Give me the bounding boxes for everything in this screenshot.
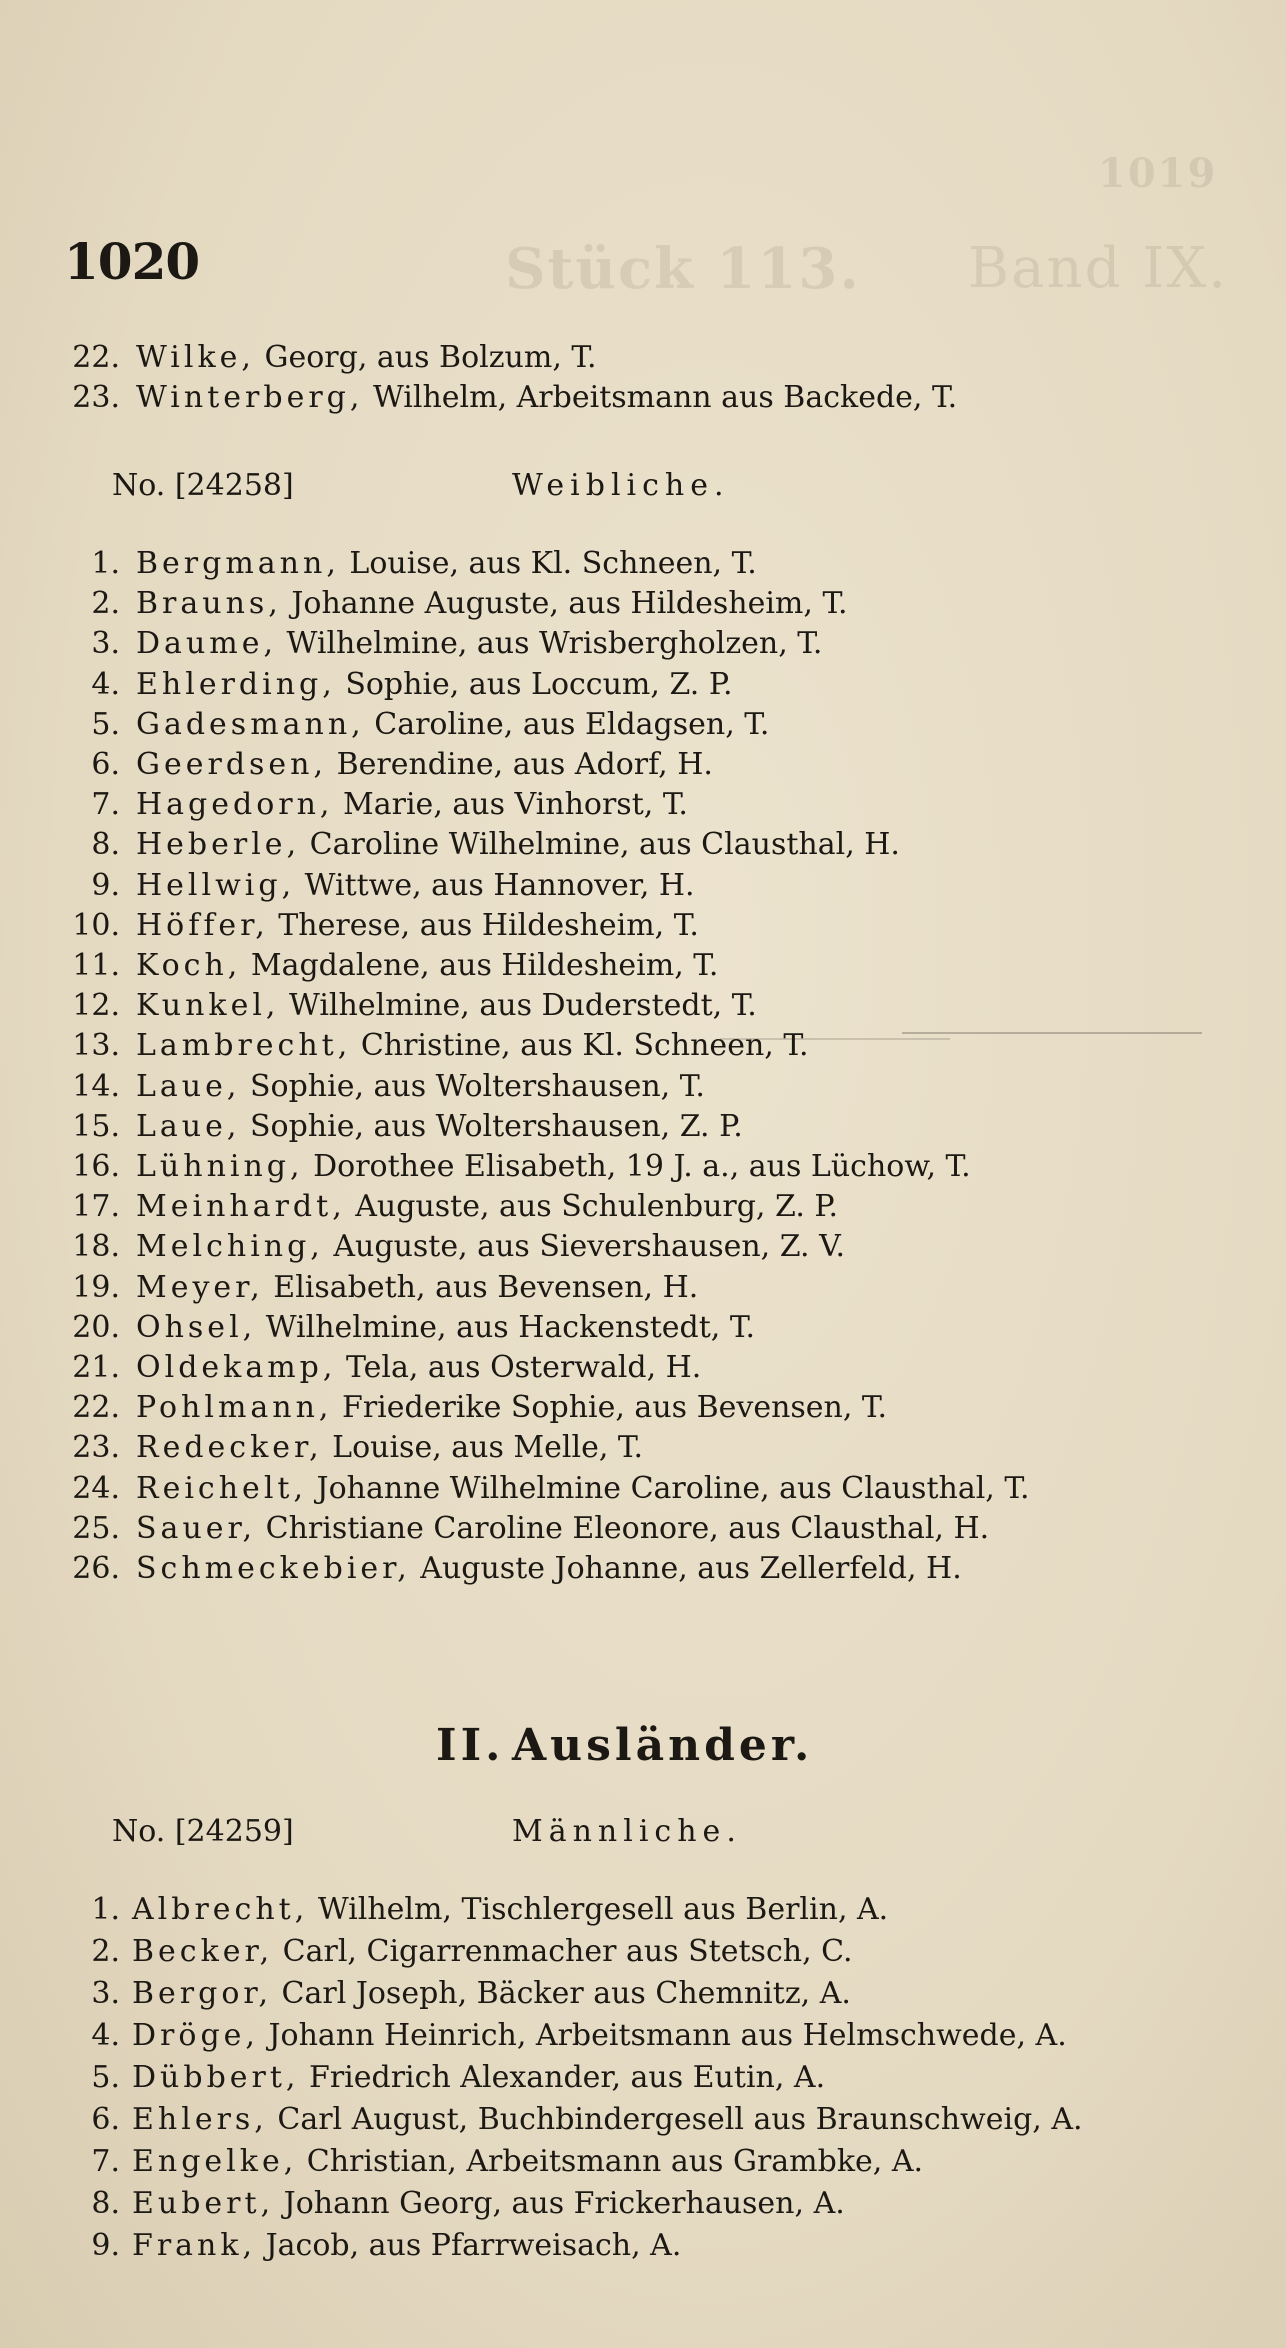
entry-text [136,866,695,906]
entry-surname: Sauer, [136,1510,257,1546]
entry-surname: Pohlmann, [136,1390,333,1426]
entry-details: Johann Heinrich, Arbeitsmann aus Helmschwede, A. [258,2018,1067,2053]
list-item [0,1509,1286,1549]
entry-surname: Koch, [136,948,242,983]
entry-number: 10. [72,907,120,943]
entry-surname: Reichelt, [136,1470,307,1506]
entry-details: Jacob, aus Pfarrweisach, A. [256,2228,682,2263]
list-item [0,2058,1286,2098]
bleed-through-page-number: 1019 [1098,150,1218,197]
entry-number: 22. [72,340,120,375]
entry-number: 4. [91,2018,120,2053]
list-item [0,825,1286,865]
list-item [0,986,1286,1026]
entry-surname: Geerdsen, [136,747,328,782]
entry-details: Elisabeth, aus Bevensen, H. [263,1269,699,1305]
entry-text [136,1549,962,1589]
entry-text [136,1107,743,1147]
entry-surname: Heberle, [136,827,301,863]
entry-surname: Daume, [136,626,277,662]
female-section-label: Weibliche. [512,468,730,503]
entry-details: Christian, Arbeitsmann aus Grambke, A. [297,2144,924,2179]
entry-details: Johann Georg, aus Frickerhausen, A. [274,2186,845,2221]
entry-text [136,624,822,664]
entry-text [136,1428,643,1468]
entry-number: 3. [91,1976,120,2011]
entry-surname: Redecker, [136,1430,323,1466]
entry-number: 3. [91,626,120,662]
list-item [0,2016,1286,2056]
entry-details: Johanne Wilhelmine Caroline, aus Clausthal, T. [307,1470,1030,1506]
entry-surname: Meinhardt, [136,1189,346,1225]
list-item [0,2142,1286,2182]
entry-details: Caroline Wilhelmine, aus Clausthal, H. [300,827,900,863]
entry-surname: Lühning, [136,1149,304,1184]
entry-surname: Höffer, [136,907,269,943]
entry-details: Auguste Johanne, aus Zellerfeld, H. [410,1551,962,1586]
entry-text [136,584,848,624]
entry-details: Dorothee Elisabeth, 19 J. a., aus Lüchow, T. [303,1149,971,1184]
entry-details: Auguste, aus Sievershausen, Z. V. [323,1229,846,1265]
list-item [0,1308,1286,1348]
section-title: Ausländer. [512,1720,814,1771]
entry-number: 23. [72,1430,120,1466]
entry-number: 2. [91,586,120,622]
entry-surname: Albrecht, [132,1892,309,1927]
entry-number: 12. [72,988,120,1024]
entry-details: Georg, aus Bolzum, T. [254,340,597,375]
entry-surname: Brauns, [136,586,282,622]
entry-details: Carl August, Buchbindergesell aus Braunschweig, A. [267,2102,1083,2137]
entry-surname: Oldekamp, [136,1350,337,1385]
entry-text [132,2058,825,2098]
entry-details: Magdalene, aus Hildesheim, T. [241,948,719,983]
entry-text [136,1509,989,1549]
list-item [0,1974,1286,2014]
entry-details: Christiane Caroline Eleonore, aus Clausthal, H. [256,1510,990,1546]
entry-number: 11. [72,948,120,983]
entry-details: Wilhelmine, aus Wrisbergholzen, T. [277,626,823,662]
list-item [0,1348,1286,1388]
entry-surname: Frank, [132,2228,257,2263]
entry-text [132,2016,1067,2056]
entry-text [136,946,718,986]
section-numeral: II. [436,1720,505,1771]
list-item [0,584,1286,624]
entry-number: 9. [91,2228,120,2263]
entry-number: 2. [91,1934,120,1969]
entry-details: Therese, aus Hildesheim, T. [268,907,699,943]
entry-details: Friedrich Alexander, aus Eutin, A. [299,2060,826,2095]
entry-surname: Bergmann, [136,546,340,581]
entry-number: 23. [72,380,120,415]
list-item [0,2226,1286,2266]
entry-number: 26. [72,1551,120,1586]
entry-surname: Laue, [136,1068,241,1104]
list-item [0,2184,1286,2224]
list-item [0,745,1286,785]
entry-number: 13. [72,1028,120,1064]
entry-surname: Winterberg, [136,380,364,415]
entry-details: Carl, Cigarrenmacher aus Stetsch, C. [273,1934,853,1969]
entry-surname: Melching, [136,1229,324,1265]
list-item [0,785,1286,825]
entry-details: Wittwe, aus Hannover, H. [295,867,695,903]
entry-number: 7. [91,787,120,823]
entry-surname: Gadesmann, [136,706,365,742]
entry-text [136,544,757,584]
list-item [0,624,1286,664]
entry-number: 6. [91,2102,120,2137]
entry-details: Auguste, aus Schulenburg, Z. P. [345,1189,839,1225]
entry-surname: Lambrecht, [136,1028,352,1064]
entry-text [136,1147,971,1187]
entry-number: 22. [72,1390,120,1426]
list-item [0,705,1286,745]
entry-surname: Dröge, [132,2018,259,2053]
entry-surname: Laue, [136,1108,241,1144]
entry-surname: Ohsel, [136,1309,257,1345]
list-item [0,1067,1286,1107]
entry-text [136,1268,698,1308]
entry-text [136,1308,755,1348]
entry-surname: Eubert, [132,2186,275,2221]
list-item [0,1469,1286,1509]
male-section-number: No. [24259] [112,1814,294,1849]
entry-details: Christine, aus Kl. Schneen, T. [351,1028,809,1064]
entry-details: Wilhelm, Tischlergesell aus Berlin, A. [308,1892,889,1927]
list-item [0,1549,1286,1589]
entry-surname: Engelke, [132,2144,298,2179]
list-item [0,1388,1286,1428]
list-item [0,866,1286,906]
entry-text [136,338,597,378]
list-item [0,1147,1286,1187]
entry-text [132,1932,853,1972]
entry-surname: Schmeckebier, [136,1551,411,1586]
entry-number: 17. [72,1189,120,1225]
entry-text [136,986,757,1026]
entry-number: 9. [91,867,120,903]
bleed-through-band: Band IX. [968,236,1229,301]
entry-text [136,705,769,745]
entry-details: Friederike Sophie, aus Bevensen, T. [332,1390,888,1426]
entry-details: Caroline, aus Eldagsen, T. [364,706,770,742]
entry-surname: Becker, [132,1934,274,1969]
entry-details: Sophie, aus Loccum, Z. P. [335,666,733,702]
entry-text [136,378,957,418]
list-item [0,946,1286,986]
list-item [0,1107,1286,1147]
entry-text [132,2100,1083,2140]
page-number: 1020 [64,232,200,291]
entry-details: Wilhelmine, aus Duderstedt, T. [279,988,757,1024]
entry-details: Louise, aus Melle, T. [322,1430,644,1466]
entry-text [132,2142,923,2182]
list-item [0,1932,1286,1972]
entry-text [132,1974,851,2014]
entry-number: 4. [91,666,120,702]
entry-text [136,1388,887,1428]
entry-text [136,1026,808,1066]
entry-number: 25. [72,1510,120,1546]
entry-surname: Hellwig, [136,867,296,903]
entry-surname: Kunkel, [136,988,280,1024]
entry-details: Marie, aus Vinhorst, T. [333,787,688,823]
bleed-through-heading: Stück 113. [505,236,861,302]
entry-number: 5. [91,706,120,742]
entry-number: 19. [72,1269,120,1305]
entry-details: Louise, aus Kl. Schneen, T. [339,546,757,581]
entry-surname: Bergor, [132,1976,272,2011]
entry-text [136,1469,1030,1509]
entry-text [132,1890,888,1930]
entry-text [132,2184,845,2224]
entry-surname: Hagedorn, [136,787,334,823]
entry-details: Johanne Auguste, aus Hildesheim, T. [281,586,848,622]
entry-number: 20. [72,1309,120,1345]
entry-text [136,1187,838,1227]
entry-number: 18. [72,1229,120,1265]
entry-details: Berendine, aus Adorf, H. [327,747,713,782]
list-item [0,1428,1286,1468]
entry-text [136,785,688,825]
list-item [0,338,1286,378]
entry-number: 24. [72,1470,120,1506]
entry-surname: Dübbert, [132,2060,300,2095]
entry-details: Tela, aus Osterwald, H. [336,1350,702,1385]
entry-details: Wilhelmine, aus Hackenstedt, T. [256,1309,756,1345]
entry-number: 21. [72,1350,120,1385]
list-item [0,1187,1286,1227]
entry-number: 14. [72,1068,120,1104]
entry-text [136,906,699,946]
entry-text [136,1067,705,1107]
list-item [0,2100,1286,2140]
entry-details: Wilhelm, Arbeitsmann aus Backede, T. [363,380,958,415]
list-item [0,665,1286,705]
entry-number: 6. [91,747,120,782]
entry-number: 15. [72,1108,120,1144]
list-item [0,1268,1286,1308]
entry-surname: Meyer, [136,1269,264,1305]
male-section-label: Männliche. [512,1814,742,1849]
list-item [0,378,1286,418]
entry-number: 16. [72,1149,120,1184]
entry-text [136,665,732,705]
list-item [0,906,1286,946]
list-item [0,1227,1286,1267]
entry-text [136,825,900,865]
entry-surname: Ehlerding, [136,666,336,702]
list-item [0,1026,1286,1066]
entry-surname: Ehlers, [132,2102,268,2137]
entry-text [136,1227,845,1267]
entry-details: Sophie, aus Woltershausen, T. [240,1068,705,1104]
female-section-number: No. [24258] [112,468,294,503]
entry-details: Carl Joseph, Bäcker aus Chemnitz, A. [272,1976,851,2011]
entry-number: 8. [91,827,120,863]
entry-number: 1. [91,1892,120,1927]
entry-number: 5. [91,2060,120,2095]
list-item [0,544,1286,584]
entry-details: Sophie, aus Woltershausen, Z. P. [240,1108,743,1144]
entry-text [136,745,713,785]
entry-number: 1. [91,546,120,581]
entry-text [132,2226,681,2266]
entry-number: 7. [91,2144,120,2179]
entry-surname: Wilke, [136,340,255,375]
entry-number: 8. [91,2186,120,2221]
list-item [0,1890,1286,1930]
entry-text [136,1348,701,1388]
